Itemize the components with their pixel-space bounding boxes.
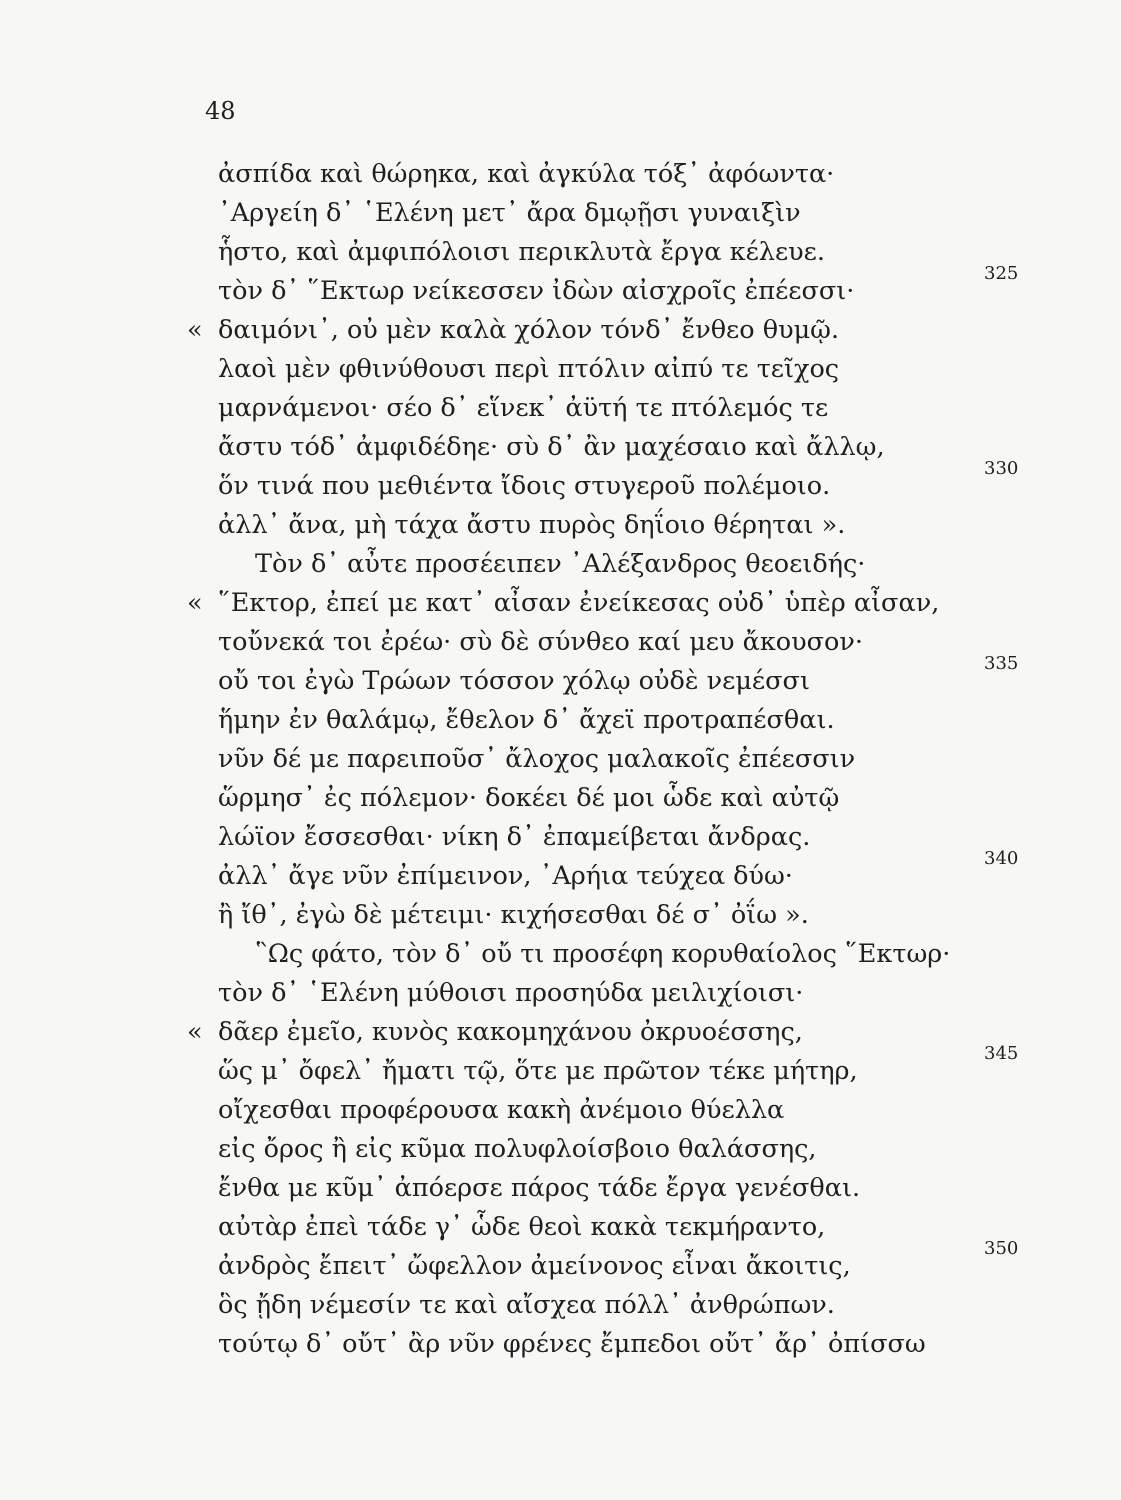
- verse-text: ἄστυ τόδ᾽ ἀμφιδέδηε· σὺ δ᾽ ἂν μαχέσαιο καὶ ἄλλῳ,: [218, 432, 885, 462]
- verse-text: τούτῳ δ᾽ οὔτ᾽ ἂρ νῦν φρένες ἔμπεδοι οὔτ᾽ ἄρ᾽ ὀπίσσω: [218, 1329, 926, 1359]
- line-number: 335: [984, 653, 1019, 674]
- verse-text: ὅν τινά που μεθιέντα ἴδοις στυγεροῦ πολέμοιο.: [218, 471, 831, 501]
- verse-line: [0, 1169, 1121, 1208]
- line-number: 350: [984, 1238, 1019, 1259]
- verse-line: [0, 1238, 1121, 1286]
- verse-line: [0, 263, 1121, 311]
- line-number: 325: [984, 263, 1019, 284]
- verse-text: ἀλλ᾽ ἄγε νῦν ἐπίμεινον, ᾽Αρήια τεύχεα δύω·: [218, 861, 793, 891]
- verse-line: [0, 1013, 1121, 1052]
- verse-line: [0, 896, 1121, 935]
- verse-line: [0, 389, 1121, 428]
- verse-text: ὃς ᾔδη νέμεσίν τε καὶ αἴσχεα πόλλ᾽ ἀνθρώπων.: [218, 1290, 835, 1320]
- verse-text: ὥρμησ᾽ ἐς πόλεμον· δοκέει δέ μοι ὧδε καὶ αὐτῷ: [218, 783, 840, 813]
- verse-line: [0, 311, 1121, 350]
- verse-text: νῦν δέ με παρειποῦσ᾽ ἄλοχος μαλακοῖς ἐπέεσσιν: [218, 744, 856, 774]
- verse-line: [0, 155, 1121, 194]
- verse-text: δᾶερ ἐμεῖο, κυνὸς κακομηχάνου ὀκρυοέσσης,: [218, 1017, 803, 1047]
- verse-line: [0, 1325, 1121, 1364]
- verse-text: λώϊον ἔσσεσθαι· νίκη δ᾽ ἐπαμείβεται ἄνδρας.: [218, 822, 811, 852]
- verse-text: οὔ τοι ἐγὼ Τρώων τόσσον χόλῳ οὐδὲ νεμέσσι: [218, 666, 810, 696]
- verse-line: [0, 1130, 1121, 1169]
- verse-text: ῞Εκτορ, ἐπεί με κατ᾽ αἶσαν ἐνείκεσας οὐδ᾽ ὑπὲρ αἶσαν,: [218, 588, 940, 618]
- verse-text: οἴχεσθαι προφέρουσα κακὴ ἀνέμοιο θύελλα: [218, 1095, 785, 1125]
- verse-line: [0, 458, 1121, 506]
- verse-text: αὐτὰρ ἐπεὶ τάδε γ᾽ ὧδε θεοὶ κακὰ τεκμήραντο,: [218, 1212, 826, 1242]
- verse-line: [0, 545, 1121, 584]
- verse-text: λαοὶ μὲν φθινύθουσι περὶ πτόλιν αἰπύ τε τεῖχος: [218, 354, 840, 384]
- verse-line: [0, 848, 1121, 896]
- verse-line: [0, 350, 1121, 389]
- verse-text: ἀνδρὸς ἔπειτ᾽ ὤφελλον ἀμείνονος εἶναι ἄκοιτις,: [218, 1251, 851, 1281]
- verse-text: εἰς ὄρος ἢ εἰς κῦμα πολυφλοίσβοιο θαλάσσης,: [218, 1134, 817, 1164]
- verse-text: ἢ ἴθ᾽, ἐγὼ δὲ μέτειμι· κιχήσεσθαι δέ σ᾽ ὀΐω ».: [218, 900, 809, 930]
- page-number: 48: [205, 97, 236, 125]
- verse-text: δαιμόνι᾽, οὐ μὲν καλὰ χόλον τόνδ᾽ ἔνθεο θυμῷ.: [218, 315, 840, 345]
- verse-line: [0, 506, 1121, 545]
- verse-line: [0, 194, 1121, 233]
- poem-text: [0, 155, 1121, 1364]
- verse-line: [0, 974, 1121, 1013]
- verse-line: [0, 584, 1121, 623]
- verse-line: [0, 1286, 1121, 1325]
- verse-line: [0, 428, 1121, 467]
- verse-text: Τὸν δ᾽ αὖτε προσέειπεν ᾽Αλέξανδρος θεοειδής·: [255, 549, 866, 579]
- verse-text: ἧστο, καὶ ἀμφιπόλοισι περικλυτὰ ἔργα κέλευε.: [218, 237, 825, 267]
- verse-text: μαρνάμενοι· σέο δ᾽ εἵνεκ᾽ ἀϋτή τε πτόλεμός τε: [218, 393, 829, 423]
- verse-text: τοὔνεκά τοι ἐρέω· σὺ δὲ σύνθεο καί μευ ἄκουσον·: [218, 627, 864, 657]
- opening-quote-mark: «: [187, 1017, 203, 1047]
- verse-text: ὥς μ᾽ ὄφελ᾽ ἤματι τῷ, ὅτε με πρῶτον τέκε μήτηρ,: [218, 1056, 858, 1086]
- verse-line: [0, 818, 1121, 857]
- verse-text: ᾽Αργείη δ᾽ ῾Ελένη μετ᾽ ἄρα δμῳῇσι γυναιξὶν: [218, 198, 801, 228]
- verse-text: ἥμην ἐν θαλάμῳ, ἔθελον δ᾽ ἄχεϊ προτραπέσθαι.: [218, 705, 835, 735]
- verse-line: [0, 233, 1121, 272]
- verse-line: [0, 1043, 1121, 1091]
- line-number: 345: [984, 1043, 1019, 1064]
- verse-line: [0, 623, 1121, 662]
- verse-line: [0, 1091, 1121, 1130]
- verse-line: [0, 779, 1121, 818]
- verse-line: [0, 701, 1121, 740]
- verse-line: [0, 740, 1121, 779]
- opening-quote-mark: «: [187, 315, 203, 345]
- line-number: 330: [984, 458, 1019, 479]
- verse-text: ἀσπίδα καὶ θώρηκα, καὶ ἀγκύλα τόξ᾽ ἀφόωντα·: [218, 159, 835, 189]
- opening-quote-mark: «: [187, 588, 203, 618]
- verse-line: [0, 653, 1121, 701]
- verse-text: ῝Ως φάτο, τὸν δ᾽ οὔ τι προσέφη κορυθαίολος ῞Εκτωρ·: [255, 939, 951, 969]
- verse-line: [0, 935, 1121, 974]
- line-number: 340: [984, 848, 1019, 869]
- verse-text: τὸν δ᾽ ῞Εκτωρ νείκεσσεν ἰδὼν αἰσχροῖς ἐπέεσσι·: [218, 276, 855, 306]
- verse-text: ἀλλ᾽ ἄνα, μὴ τάχα ἄστυ πυρὸς δηΐοιο θέρηται ».: [218, 510, 846, 540]
- verse-text: τὸν δ᾽ ῾Ελένη μύθοισι προσηύδα μειλιχίοισι·: [218, 978, 804, 1008]
- verse-line: [0, 1208, 1121, 1247]
- verse-text: ἔνθα με κῦμ᾽ ἀπόερσε πάρος τάδε ἔργα γενέσθαι.: [218, 1173, 861, 1203]
